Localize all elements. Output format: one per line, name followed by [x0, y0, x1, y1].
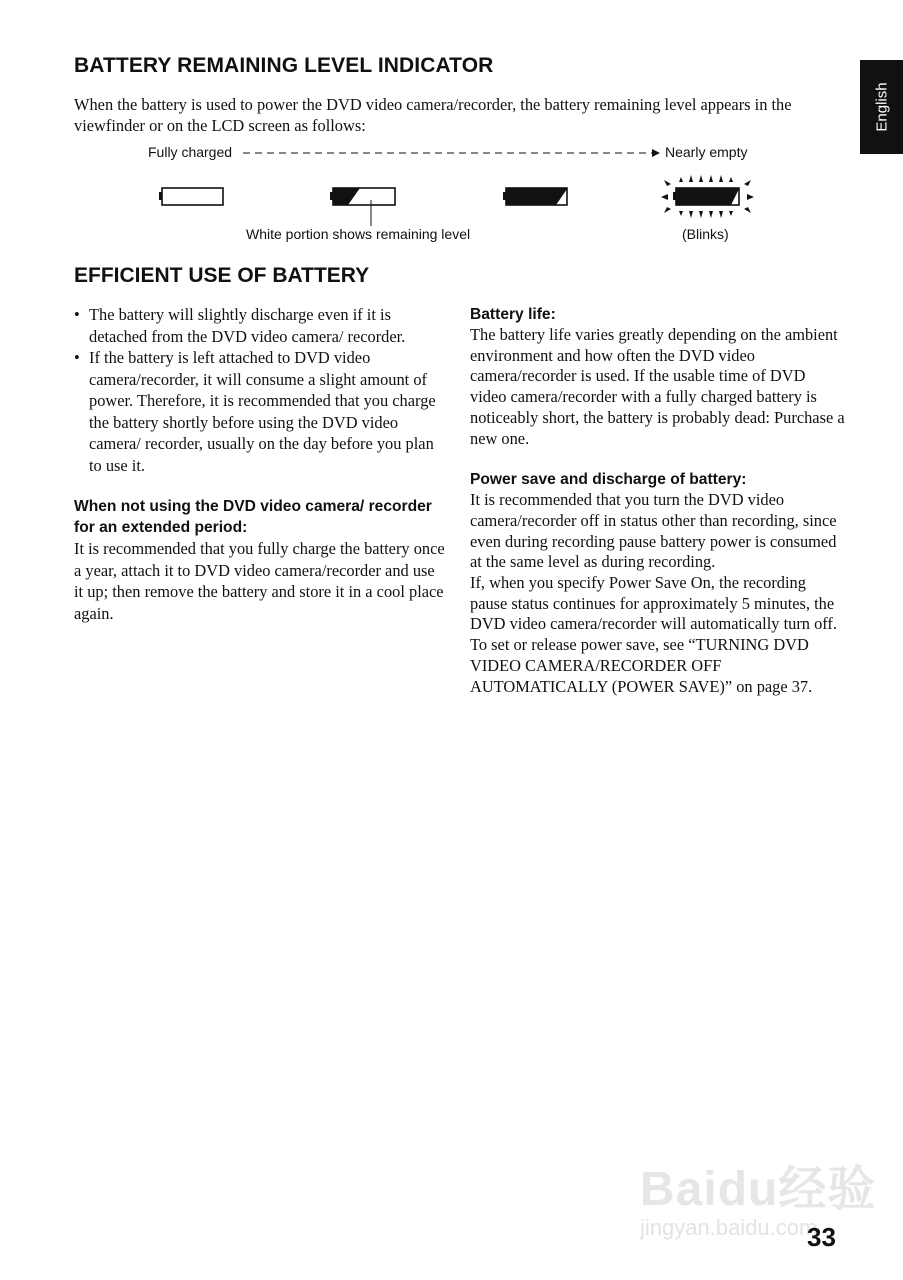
not-using-heading: When not using the DVD video camera/ recorder for an extended period: — [74, 498, 432, 536]
nearly-empty-label: Nearly empty — [665, 144, 748, 160]
battery-level-diagram — [0, 0, 903, 260]
page-number: 33 — [807, 1222, 836, 1252]
battery-partial-icon — [330, 188, 395, 205]
list-item: • The battery will slightly discharge even if it is detached from the DVD video camera/ recorder. — [74, 304, 446, 347]
power-save-text-3: To set or release power save, see “TURNING DVD VIDEO CAMERA/RECORDER OFF AUTOMATICALLY (POWER SAVE)” on page 37. — [470, 635, 813, 696]
right-column — [470, 304, 845, 697]
blinks-label: (Blinks) — [682, 226, 729, 242]
watermark-logo: Baidu经验 — [640, 1163, 877, 1216]
battery-tips-list — [74, 304, 446, 476]
left-column — [74, 304, 446, 624]
not-using-text: It is recommended that you fully charge the battery once a year, attach it to DVD video camera/recorder and use it up; then remove the battery and store it in a cool place again. — [74, 539, 445, 623]
watermark-url: jingyan.baidu.com — [640, 1215, 818, 1240]
battery-indicator-intro: When the battery is used to power the DVD video camera/recorder, the battery remaining level appears in the viewfinder or on the LCD screen as follows: — [74, 95, 792, 135]
battery-life-text: The battery life varies greatly depending on the ambient environment and how often the DVD video camera/recorder is used. If the usable time of DVD video camera/recorder with a fully charged battery is noticeably short, the battery is probably dead: Purchase a new one. — [470, 325, 845, 448]
power-save-text-2: If, when you specify Power Save On, the recording pause status continues for approximately 5 minutes, the DVD video camera/recorder will automatically turn off. — [470, 573, 837, 634]
battery-blinking-icon — [661, 175, 754, 218]
battery-life-heading: Battery life: — [470, 306, 556, 323]
power-save-text-1: It is recommended that you turn the DVD video camera/recorder off in status other than recording, since even during recording pause battery power is consumed at the same level as during recording. — [470, 490, 837, 572]
battery-low-icon — [503, 188, 567, 205]
power-save-heading: Power save and discharge of battery: — [470, 471, 747, 489]
fully-charged-label: Fully charged — [148, 144, 233, 160]
language-tab-label: English — [873, 82, 890, 132]
arrow-head-icon — [652, 149, 660, 157]
remaining-level-caption: White portion shows remaining level — [246, 226, 471, 242]
battery-full-icon — [159, 188, 223, 205]
efficient-use-title: EFFICIENT USE OF BATTERY — [74, 264, 370, 287]
list-item: • If the battery is left attached to DVD video camera/recorder, it will consume a slight amount of power. Therefore, it is recommended that you charge the battery shortly before using the DVD video camera/ recorder, usually on the day before you plan to use it. — [74, 347, 446, 476]
battery-indicator-title: BATTERY REMAINING LEVEL INDICATOR — [74, 54, 494, 77]
